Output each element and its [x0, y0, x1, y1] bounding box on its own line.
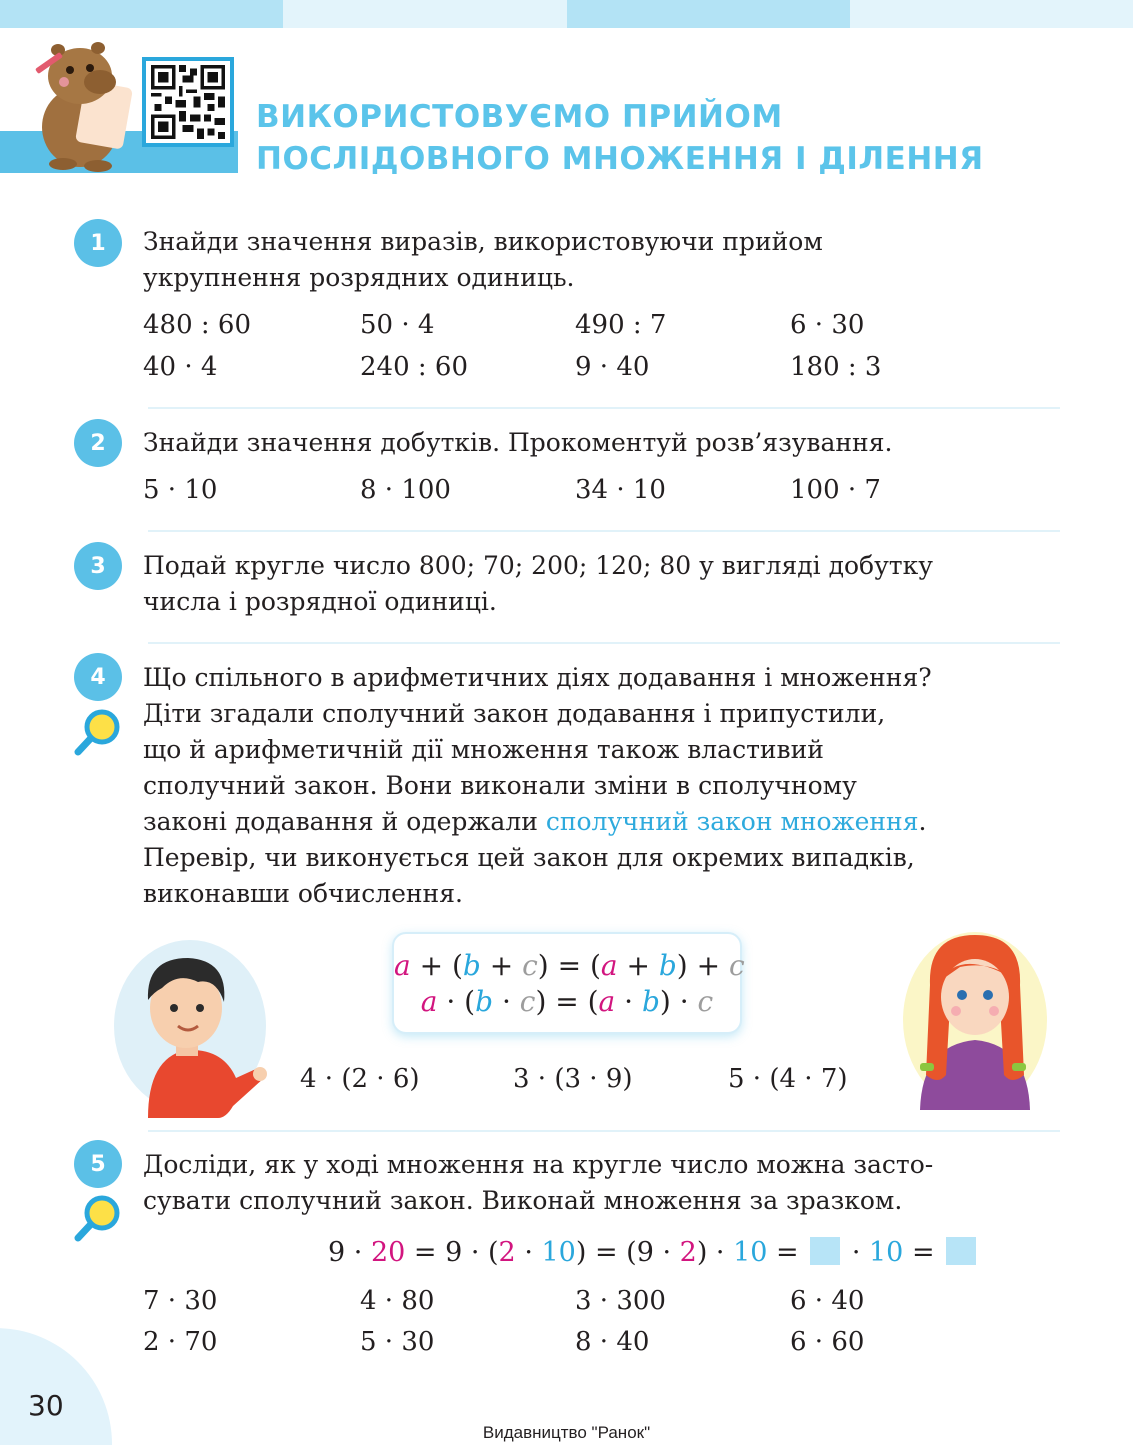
publisher-credit: Видавництво "Ранок" — [482, 1423, 651, 1442]
task-text: укрупнення розрядних одиниць. — [143, 263, 575, 292]
expression: 7 · 30 — [143, 1286, 218, 1316]
expression: 4 · 80 — [360, 1286, 435, 1316]
expression: 5 · (4 · 7) — [728, 1064, 848, 1094]
example-part: 10 — [541, 1237, 576, 1268]
task-text: Подай кругле число 800; 70; 200; 120; 80 у вигляді добутку — [143, 551, 933, 580]
strip-segment — [567, 0, 850, 28]
expression: 40 · 4 — [143, 352, 218, 382]
expression: 6 · 40 — [790, 1286, 865, 1316]
example-part: = — [903, 1237, 944, 1268]
section-divider — [148, 1130, 1060, 1132]
var-c: c — [728, 949, 745, 982]
expression: 100 · 7 — [790, 475, 881, 505]
example-part: · — [515, 1237, 542, 1268]
task-text: Досліди, як у ході множення на кругле число можна засто- — [143, 1150, 934, 1179]
expression: 2 · 70 — [143, 1327, 218, 1357]
title-line: ПОСЛІДОВНОГО МНОЖЕННЯ І ДІЛЕННЯ — [256, 141, 984, 177]
expression: 240 : 60 — [360, 352, 468, 382]
task-text: Діти згадали сполучний закон додавання і припустили, — [143, 699, 886, 728]
section-divider — [148, 530, 1060, 532]
var-a: a — [600, 949, 618, 982]
text-fragment: . — [918, 807, 927, 836]
task-number-badge: 2 — [74, 419, 122, 467]
var-c: c — [522, 949, 538, 982]
qr-code[interactable] — [142, 57, 234, 147]
formula-op: · — [615, 985, 642, 1018]
expression: 6 · 30 — [790, 310, 865, 340]
var-a: a — [394, 949, 411, 982]
example-part: ) = (9 · — [575, 1237, 680, 1268]
formula-op: ) = ( — [537, 949, 601, 982]
page-number: 30 — [28, 1389, 64, 1422]
task-number-badge: 5 — [74, 1140, 122, 1188]
expression: 480 : 60 — [143, 310, 251, 340]
expression: 180 : 3 — [790, 352, 882, 382]
formula-box — [392, 932, 745, 1034]
example-part: · — [843, 1237, 869, 1268]
var-c: c — [697, 985, 714, 1018]
example-part: 2 — [498, 1237, 516, 1268]
qr-code-icon — [150, 65, 226, 139]
task-text: Перевір, чи виконується цей закон для окремих випадків, — [143, 843, 915, 872]
example-part: = — [767, 1237, 808, 1268]
expression: 8 · 40 — [575, 1327, 650, 1357]
page-title — [256, 96, 984, 180]
formula-addition-associative — [394, 948, 745, 984]
expression: 5 · 30 — [360, 1327, 435, 1357]
var-b: b — [641, 985, 660, 1018]
example-part: 10 — [733, 1237, 768, 1268]
capybara-mascot-illustration — [18, 32, 143, 172]
expression: 3 · 300 — [575, 1286, 666, 1316]
answer-blank[interactable] — [810, 1237, 840, 1265]
task-number-badge: 3 — [74, 542, 122, 590]
magnifier-icon — [70, 1192, 122, 1244]
expression: 6 · 60 — [790, 1327, 865, 1357]
task-text: виконавши обчислення. — [143, 879, 463, 908]
task-text: числа і розрядної одиниці. — [143, 587, 497, 616]
expression: 5 · 10 — [143, 475, 218, 505]
strip-segment — [283, 0, 566, 28]
expression: 8 · 100 — [360, 475, 451, 505]
var-c: c — [519, 985, 536, 1018]
example-part: 9 · — [328, 1237, 371, 1268]
boy-illustration — [108, 928, 273, 1118]
task-text: Знайди значення виразів, використовуючи прийом — [143, 227, 823, 256]
magnifier-icon — [70, 706, 122, 758]
formula-multiplication-associative — [394, 984, 740, 1020]
section-divider — [148, 407, 1060, 409]
formula-op: · — [493, 985, 520, 1018]
expression: 9 · 40 — [575, 352, 650, 382]
example-part: 2 — [679, 1237, 697, 1268]
task-text: що й арифметичній дії множення також властивий — [143, 735, 824, 764]
formula-op: ) · — [659, 985, 698, 1018]
task-text — [143, 804, 926, 840]
expression: 490 : 7 — [575, 310, 667, 340]
formula-op: + — [617, 949, 659, 982]
task-number-badge: 1 — [74, 219, 122, 267]
task-number-badge: 4 — [74, 653, 122, 701]
strip-segment — [0, 0, 283, 28]
var-b: b — [658, 949, 677, 982]
task-text: сувати сполучний закон. Виконай множення за зразком. — [143, 1186, 903, 1215]
var-a: a — [598, 985, 616, 1018]
top-decorative-strip — [0, 0, 1133, 28]
worked-example — [328, 1235, 979, 1271]
expression: 50 · 4 — [360, 310, 435, 340]
task-text: сполучний закон. Вони виконали зміни в сполучному — [143, 771, 857, 800]
expression: 34 · 10 — [575, 475, 666, 505]
var-b: b — [462, 949, 481, 982]
example-part: = 9 · ( — [405, 1237, 499, 1268]
formula-op: ) + — [676, 949, 729, 982]
task-text: Що спільного в арифметичних діях додавання і множення? — [143, 663, 932, 692]
formula-op: + ( — [410, 949, 463, 982]
expression: 4 · (2 · 6) — [300, 1064, 420, 1094]
title-line: ВИКОРИСТОВУЄМО ПРИЙОМ — [256, 99, 783, 135]
var-b: b — [475, 985, 494, 1018]
formula-op: + — [480, 949, 523, 982]
answer-blank[interactable] — [946, 1237, 976, 1265]
text-fragment: законі додавання й одержали — [143, 807, 546, 836]
example-part: ) · — [696, 1237, 734, 1268]
formula-op: · ( — [437, 985, 476, 1018]
example-part: 20 — [370, 1237, 406, 1268]
example-part: 10 — [869, 1237, 904, 1268]
strip-segment — [850, 0, 1133, 28]
expression: 3 · (3 · 9) — [513, 1064, 633, 1094]
girl-illustration — [900, 925, 1050, 1110]
task-text: Знайди значення добутків. Прокоментуй розв’язування. — [143, 428, 893, 457]
var-a: a — [420, 985, 438, 1018]
section-divider — [148, 642, 1060, 644]
formula-op: ) = ( — [535, 985, 599, 1018]
highlighted-term: сполучний закон множення — [545, 807, 919, 836]
